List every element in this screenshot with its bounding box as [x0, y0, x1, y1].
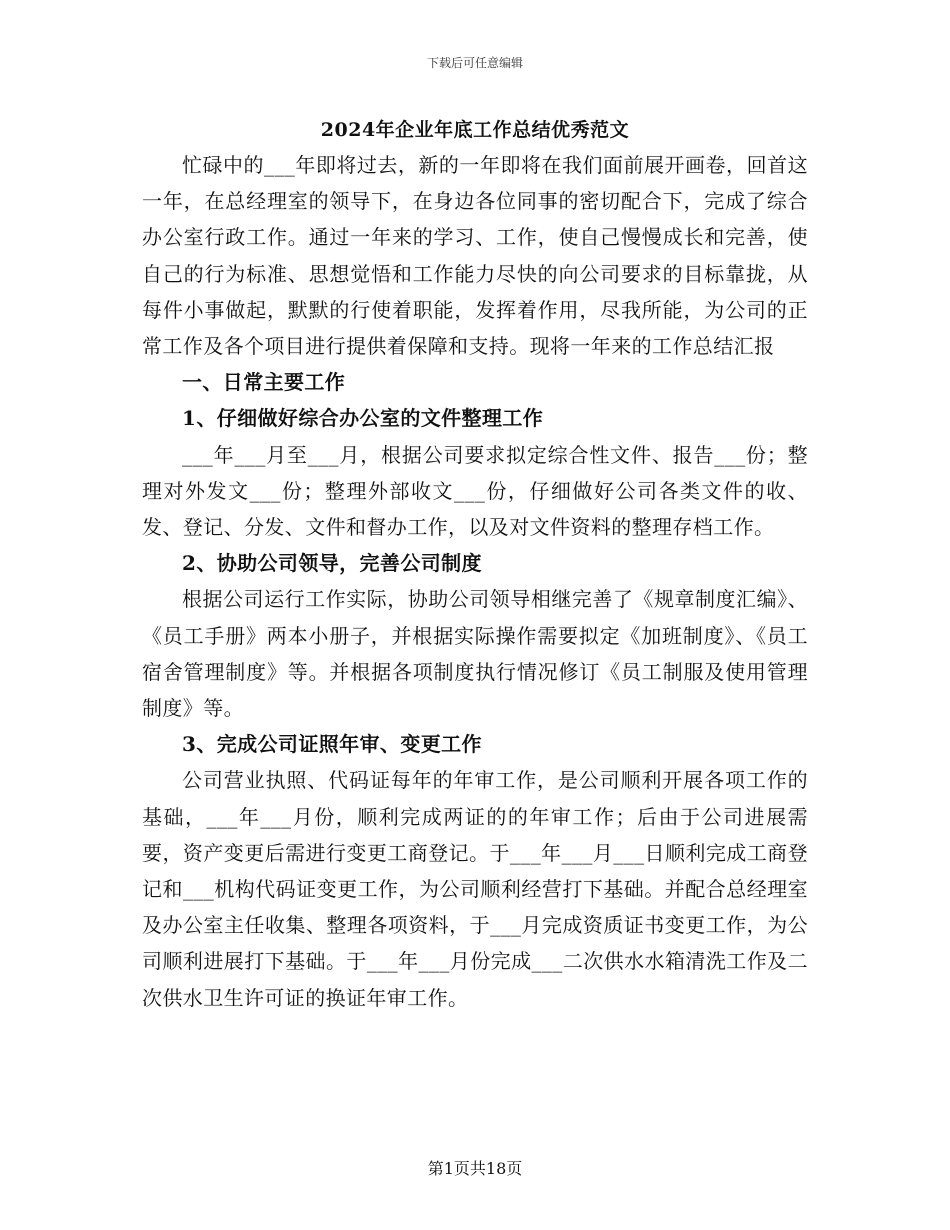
document-title: 2024年企业年底工作总结优秀范文	[320, 119, 630, 141]
paragraph-file-management: ___年___月至___月，根据公司要求拟定综合性文件、报告___份；整理对外发文___份；整理外部收文___份，仔细做好公司各类文件的收、发、登记、分发、文件和督办工作，以及对文件资料的整理存档工作。	[142, 442, 808, 540]
subheading-file-management: 1、仔细做好综合办公室的文件整理工作	[182, 406, 544, 431]
subheading-company-rules: 2、协助公司领导，完善公司制度	[182, 551, 482, 576]
paragraph-license-review: 公司营业执照、代码证每年的年审工作，是公司顺利开展各项工作的基础，___年___月份，顺利完成两证的的年审工作；后由于公司进展需要，资产变更后需进行变更工商登记。于___年___月___日顺利完成工商登记和___机构代码证变更工作，为公司顺利经营打下基础。并配合总经理室及办公室主任收集、整理各项资料，于___月完成资质证书变更工作，为公司顺利进展打下基础。于___年___月份完成___二次供水水箱清洗工作及二次供水卫生许可证的换证年审工作。	[142, 768, 808, 1010]
document-body	[142, 147, 808, 1016]
page-number: 第1页共18页	[427, 1159, 523, 1178]
intro-paragraph: 忙碌中的___年即将过去，新的一年即将在我们面前展开画卷，回首这一年，在总经理室的领导下，在身边各位同事的密切配合下，完成了综合办公室行政工作。通过一年来的学习、工作，使自己慢慢成长和完善，使自己的行为标准、思想觉悟和工作能力尽快的向公司要求的目标靠拢，从每件小事做起，默默的行使着职能，发挥着作用，尽我所能，为公司的正常工作及各个项目进行提供着保障和支持。现将一年来的工作总结汇报	[142, 153, 808, 359]
section-heading-daily-work: 一、日常主要工作	[182, 370, 346, 395]
paragraph-company-rules: 根据公司运行工作实际，协助公司领导相继完善了《规章制度汇编》、《员工手册》两本小册子，并根据实际操作需要拟定《加班制度》、《员工宿舍管理制度》等。并根据各项制度执行情况修订《员工制服及使用管理制度》等。	[142, 587, 808, 721]
header-note: 下载后可任意编辑	[426, 56, 523, 70]
subheading-license-review: 3、完成公司证照年审、变更工作	[182, 732, 482, 757]
